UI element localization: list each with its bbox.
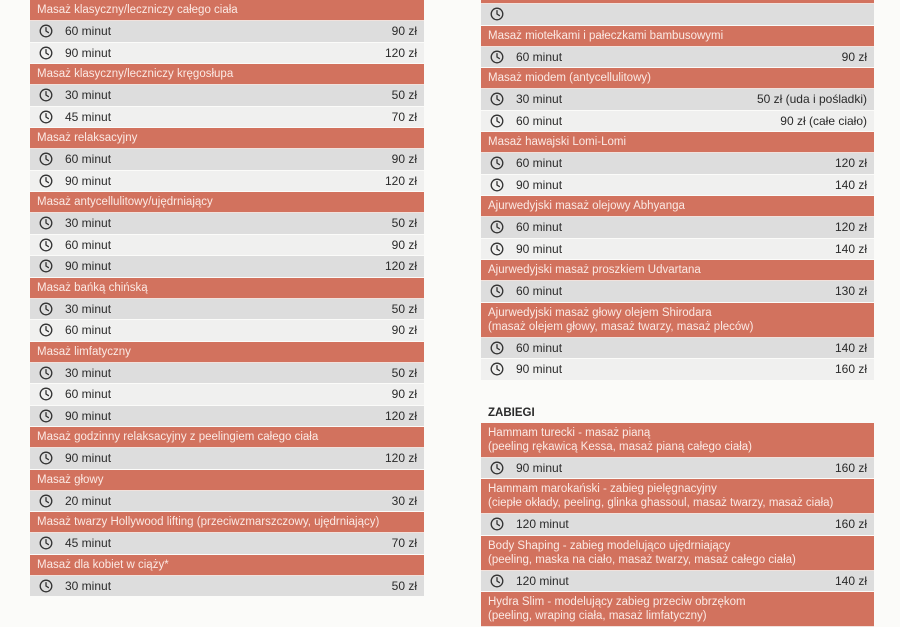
duration: 30 minut — [65, 578, 112, 593]
duration: 60 minut — [516, 49, 563, 64]
duration: 45 minut — [65, 109, 112, 124]
price: 160 zł — [834, 517, 867, 532]
price: 90 zł — [391, 387, 417, 402]
price: 90 zł — [391, 237, 417, 252]
price-row — [30, 213, 424, 235]
duration: 60 minut — [516, 113, 563, 128]
price-row — [30, 406, 424, 428]
price-row — [30, 107, 424, 129]
clock-icon — [39, 323, 53, 337]
service-title — [481, 423, 874, 458]
price: 70 zł — [391, 536, 417, 551]
clock-icon — [39, 238, 53, 252]
duration: 90 minut — [516, 460, 563, 475]
clock-icon — [39, 494, 53, 508]
clock-icon — [39, 579, 53, 593]
service-title — [481, 26, 874, 47]
price-row — [30, 576, 424, 598]
service-name: Ajurwedyjski masaż głowy olejem Shirodara — [488, 306, 712, 319]
service-name: Masaż bańką chińską — [37, 281, 148, 294]
price: 120 zł — [384, 259, 417, 274]
clock-icon — [490, 362, 504, 376]
duration: 30 minut — [65, 88, 112, 103]
duration: 60 minut — [516, 156, 563, 171]
clock-icon — [39, 24, 53, 38]
clock-icon — [39, 387, 53, 401]
clock-icon — [490, 7, 504, 21]
price: 90 zł — [391, 24, 417, 39]
price-row — [481, 458, 874, 480]
price-row — [30, 299, 424, 321]
price-row — [30, 149, 424, 171]
clock-icon — [39, 46, 53, 60]
price: 140 zł — [834, 340, 867, 355]
duration: 45 minut — [65, 536, 112, 551]
service-name: Masaż klasyczny/leczniczy całego ciała — [37, 4, 238, 16]
price: 160 zł — [834, 460, 867, 475]
service-title — [30, 342, 424, 363]
price-row — [30, 43, 424, 65]
price-row — [481, 175, 874, 197]
duration: 90 minut — [516, 362, 563, 377]
clock-icon — [490, 461, 504, 475]
duration: 60 minut — [516, 284, 563, 299]
clock-icon — [490, 92, 504, 106]
service-title — [481, 592, 874, 627]
service-title — [30, 128, 424, 149]
price: 50 zł — [391, 216, 417, 231]
service-title — [481, 479, 874, 514]
price-row — [481, 571, 874, 593]
service-title — [30, 470, 424, 491]
clock-icon — [39, 174, 53, 188]
duration: 90 minut — [516, 177, 563, 192]
duration: 60 minut — [65, 323, 112, 338]
service-name: Hammam turecki - masaż pianą — [488, 426, 651, 439]
clock-icon — [39, 110, 53, 124]
service-title — [30, 0, 424, 21]
service-name: Ajurwedyjski masaż proszkiem Udvartana — [488, 264, 701, 276]
price: 130 zł — [834, 284, 867, 299]
service-name: Masaż hawajski Lomi-Lomi — [488, 136, 627, 148]
price: 120 zł — [384, 408, 417, 423]
duration: 30 minut — [65, 365, 112, 380]
price: 120 zł — [384, 45, 417, 60]
clock-icon — [39, 88, 53, 102]
clock-icon — [490, 178, 504, 192]
price: 90 zł — [841, 49, 867, 64]
price-row — [30, 363, 424, 385]
price-row — [481, 217, 874, 239]
price: 120 zł — [834, 156, 867, 171]
service-name: Masaż limfatyczny — [37, 345, 131, 358]
clock-icon — [490, 242, 504, 256]
clock-icon — [490, 284, 504, 298]
service-name: Masaż relaksacyjny — [37, 132, 138, 144]
service-description: (masaż olejem głowy, masaż twarzy, masaż pleców) — [488, 320, 754, 333]
service-title — [481, 68, 874, 89]
right-price-column — [481, 0, 874, 627]
clock-icon — [490, 220, 504, 234]
duration: 120 minut — [516, 573, 569, 588]
clock-icon — [490, 156, 504, 170]
price-row — [30, 491, 424, 513]
clock-icon — [39, 451, 53, 465]
service-title — [481, 132, 874, 153]
clock-icon — [490, 114, 504, 128]
price-row — [30, 21, 424, 43]
price-row — [30, 384, 424, 406]
duration: 30 minut — [516, 92, 563, 107]
duration: 90 minut — [65, 45, 112, 60]
price-row — [30, 171, 424, 193]
price-row — [30, 448, 424, 470]
clock-icon — [39, 366, 53, 380]
service-name: Masaż godzinny relaksacyjny z peelingiem całego ciała — [37, 431, 319, 443]
clock-icon — [39, 152, 53, 166]
price-row — [481, 4, 874, 26]
clock-icon — [490, 574, 504, 588]
service-name: Masaż miotełkami i pałeczkami bambusowymi — [488, 29, 724, 42]
price-row — [30, 256, 424, 278]
price: 140 zł — [834, 241, 867, 256]
service-title — [30, 64, 424, 85]
service-title — [30, 555, 424, 576]
duration: 120 minut — [516, 517, 569, 532]
price: 90 zł (całe ciało) — [780, 113, 867, 128]
clock-icon — [39, 259, 53, 273]
service-name: Hammam marokański - zabieg pielęgnacyjny — [488, 483, 717, 495]
service-name: Masaż antycellulitowy/ujędrniający — [37, 196, 213, 208]
price-row — [481, 338, 874, 360]
price: 50 zł — [391, 365, 417, 380]
service-name: Masaż miodem (antycellulitowy) — [488, 72, 651, 84]
price-row — [481, 47, 874, 69]
duration: 30 minut — [65, 216, 112, 231]
duration: 90 minut — [65, 408, 112, 423]
service-title — [481, 196, 874, 217]
price-row — [30, 235, 424, 257]
service-name: Masaż twarzy Hollywood lifting (przeciwzmarszczowy, ujędrniający) — [37, 516, 380, 528]
clock-icon — [39, 536, 53, 550]
service-name: Masaż głowy — [37, 473, 104, 486]
price: 50 zł (uda i pośladki) — [756, 92, 867, 107]
price-row — [481, 281, 874, 303]
clock-icon — [490, 517, 504, 531]
price-row — [481, 89, 874, 111]
price: 120 zł — [384, 451, 417, 466]
price-row — [30, 320, 424, 342]
price: 70 zł — [391, 109, 417, 124]
price: 50 zł — [391, 578, 417, 593]
duration: 20 minut — [65, 493, 112, 508]
price-row — [481, 239, 874, 261]
service-name: Masaż klasyczny/leczniczy kręgosłupa — [37, 68, 234, 80]
duration: 90 minut — [65, 451, 112, 466]
clock-icon — [39, 302, 53, 316]
left-price-column — [30, 0, 424, 597]
duration: 30 minut — [65, 301, 112, 316]
duration: 90 minut — [516, 241, 563, 256]
service-name: Hydra Slim - modelujący zabieg przeciw obrzękom — [488, 596, 746, 608]
price: 50 zł — [391, 88, 417, 103]
price: 160 zł — [834, 362, 867, 377]
service-description: (peeling rękawicą Kessa, masaż pianą całego ciała) — [488, 440, 753, 453]
service-title — [30, 427, 424, 448]
price: 90 zł — [391, 323, 417, 338]
price-row — [30, 85, 424, 107]
clock-icon — [39, 216, 53, 230]
service-name: Body Shaping - zabieg modelująco ujędrniający — [488, 539, 731, 552]
duration: 60 minut — [65, 152, 112, 167]
price-row — [30, 533, 424, 555]
price-row — [481, 514, 874, 536]
clock-icon — [490, 50, 504, 64]
price: 50 zł — [391, 301, 417, 316]
duration: 90 minut — [65, 173, 112, 188]
price: 140 zł — [834, 177, 867, 192]
service-description: (ciepłe okłady, peeling, glinka ghassoul, masaż twarzy, masaż ciała) — [488, 497, 834, 509]
service-title — [481, 260, 874, 281]
duration: 60 minut — [65, 387, 112, 402]
service-title — [30, 512, 424, 533]
duration: 60 minut — [516, 340, 563, 355]
duration: 60 minut — [516, 220, 563, 235]
price-row — [481, 111, 874, 133]
price: 90 zł — [391, 152, 417, 167]
price-row — [481, 153, 874, 175]
service-title — [481, 536, 874, 571]
price: 140 zł — [834, 573, 867, 588]
service-description: (peeling, maska na ciało, masaż twarzy, masaż całego ciała) — [488, 553, 796, 566]
duration: 60 minut — [65, 237, 112, 252]
service-name: Ajurwedyjski masaż olejowy Abhyanga — [488, 200, 685, 212]
service-title — [30, 192, 424, 213]
service-title — [481, 303, 874, 338]
price-row — [481, 359, 874, 381]
service-description: (peeling, wraping ciała, masaż limfatyczny) — [488, 610, 707, 622]
service-name: Masaż dla kobiet w ciąży* — [37, 558, 169, 571]
duration: 90 minut — [65, 259, 112, 274]
price: 120 zł — [384, 173, 417, 188]
price: 30 zł — [391, 493, 417, 508]
price: 120 zł — [834, 220, 867, 235]
clock-icon — [39, 409, 53, 423]
clock-icon — [490, 341, 504, 355]
service-title — [30, 278, 424, 299]
section-title: ZABIEGI — [488, 406, 535, 419]
duration: 60 minut — [65, 24, 112, 39]
